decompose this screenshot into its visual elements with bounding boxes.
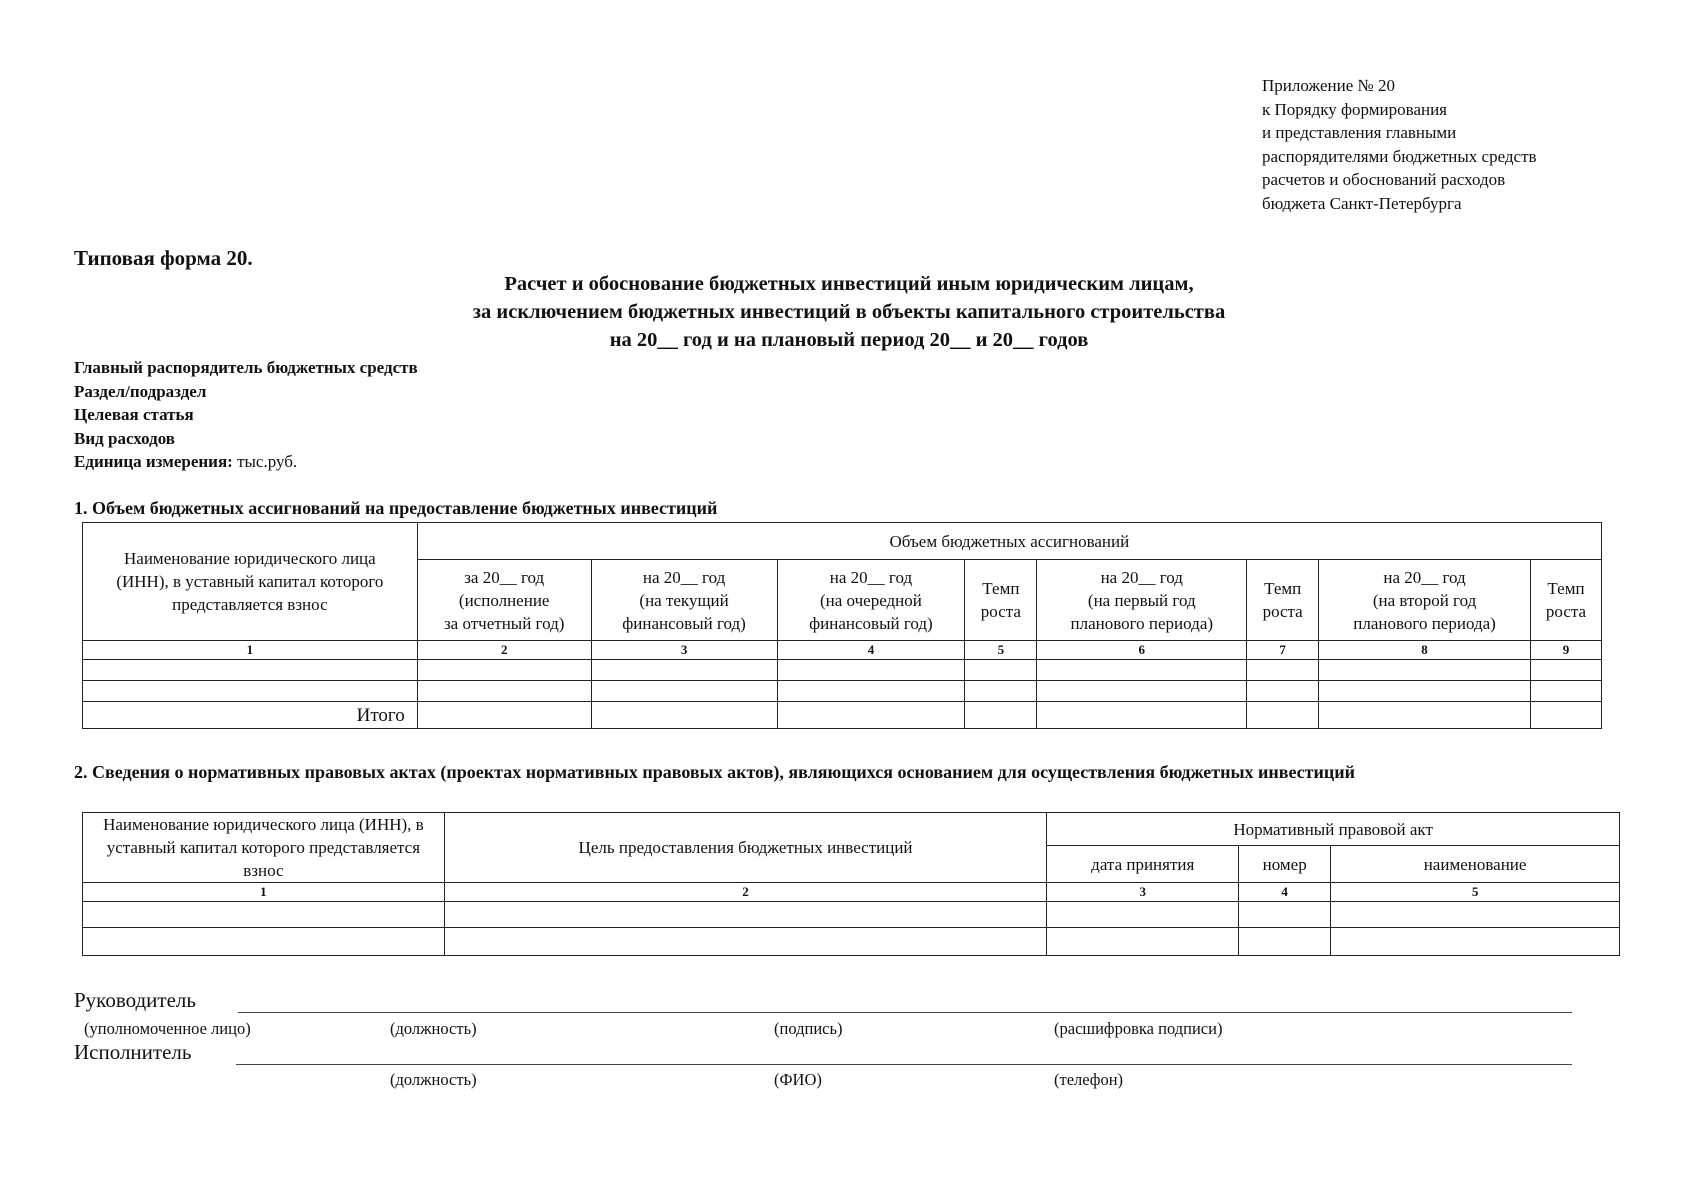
executor-caption-name: (ФИО) — [774, 1070, 822, 1089]
expense-type-label: Вид расходов — [74, 428, 175, 448]
section-label: Раздел/подраздел — [74, 381, 207, 401]
header-col-plan-year-2: на 20__ год (на второй год планового периода) — [1319, 560, 1531, 641]
appendix-line: к Порядку формирования — [1262, 99, 1447, 119]
title-line: на 20__ год и на плановый период 20__ и 20__ годов — [609, 329, 1089, 351]
header-col-next-year: на 20__ год (на очередной финансовый год) — [777, 560, 965, 641]
col-number: 9 — [1530, 641, 1601, 660]
legal-acts-table — [82, 812, 1620, 956]
header-act-name: наименование — [1331, 846, 1620, 883]
table-row — [83, 660, 1602, 681]
head-caption-position: (должность) — [390, 1019, 477, 1038]
header-adoption-date: дата принятия — [1047, 846, 1239, 883]
col-number: 4 — [777, 641, 965, 660]
col-number: 2 — [417, 641, 591, 660]
document-title — [0, 270, 1698, 354]
header-col-plan-year-1: на 20__ год (на первый год планового периода) — [1037, 560, 1247, 641]
header-col-current-year: на 20__ год (на текущий финансовый год) — [591, 560, 777, 641]
total-row — [83, 702, 1602, 729]
appendix-line: расчетов и обоснований расходов — [1262, 170, 1506, 189]
header-legal-entity: Наименование юридического лица (ИНН), в уставный капитал которого представляется взнос — [83, 523, 418, 641]
col-number: 3 — [1047, 883, 1239, 902]
header-col-growth-1: Темп роста — [965, 560, 1037, 641]
table-row — [83, 681, 1602, 702]
header-col-growth-2: Темп роста — [1247, 560, 1319, 641]
col-number: 7 — [1247, 641, 1319, 660]
head-caption-authorized: (уполномоченное лицо) — [84, 1019, 251, 1038]
section1-title: 1. Объем бюджетных ассигнований на предоставление бюджетных инвестиций — [74, 498, 718, 518]
table-row — [83, 928, 1620, 956]
unit-value: тыс.руб. — [237, 452, 298, 471]
appendix-line: бюджета Санкт-Петербурга — [1262, 193, 1462, 213]
header-col-reported-year: за 20__ год (исполнение за отчетный год) — [417, 560, 591, 641]
executor-caption-position: (должность) — [390, 1070, 477, 1089]
appendix-line: Приложение № 20 — [1262, 76, 1395, 95]
col-number: 1 — [83, 883, 445, 902]
col-number: 5 — [965, 641, 1037, 660]
appendix-note — [1262, 74, 1537, 215]
head-caption-signature-decode: (расшифровка подписи) — [1054, 1019, 1223, 1038]
total-label: Итого — [83, 702, 418, 729]
col-number: 8 — [1319, 641, 1531, 660]
executor-caption-phone: (телефон) — [1054, 1070, 1124, 1089]
header-col-growth-3: Темп роста — [1530, 560, 1601, 641]
col-number: 2 — [444, 883, 1047, 902]
form-meta — [74, 356, 418, 474]
header-legal-act: Нормативный правовой акт — [1047, 813, 1620, 846]
executor-label: Исполнитель — [74, 1040, 192, 1064]
header-investment-goal: Цель предоставления бюджетных инвестиций — [444, 813, 1047, 883]
col-number: 6 — [1037, 641, 1247, 660]
col-number: 1 — [83, 641, 418, 660]
header-act-number: номер — [1239, 846, 1331, 883]
column-numbers-row — [83, 641, 1602, 660]
header-allocation-volume: Объем бюджетных ассигнований — [417, 523, 1601, 560]
target-article-label: Целевая статья — [74, 405, 194, 424]
form-label: Типовая форма 20. — [74, 246, 253, 270]
budget-allocation-table — [82, 522, 1602, 729]
col-number: 4 — [1239, 883, 1331, 902]
title-line: Расчет и обоснование бюджетных инвестиций иным юридическим лицам, — [504, 273, 1194, 295]
head-signature-line[interactable] — [238, 1012, 1572, 1013]
column-numbers-row — [83, 883, 1620, 902]
head-label: Руководитель — [74, 988, 196, 1012]
col-number: 3 — [591, 641, 777, 660]
head-caption-signature: (подпись) — [774, 1019, 843, 1038]
section2-title: 2. Сведения о нормативных правовых актах (проектах нормативных правовых актов), являющихся основанием для осуществления бюджетных инвестиций — [74, 762, 1355, 782]
appendix-line: и представления главными — [1262, 123, 1457, 142]
table-row — [83, 902, 1620, 928]
main-manager-label: Главный распорядитель бюджетных средств — [74, 358, 418, 377]
unit-label: Единица измерения: — [74, 452, 233, 471]
appendix-line: распорядителями бюджетных средств — [1262, 146, 1537, 166]
title-line: за исключением бюджетных инвестиций в объекты капитального строительства — [472, 301, 1226, 323]
col-number: 5 — [1331, 883, 1620, 902]
executor-signature-line[interactable] — [236, 1064, 1572, 1065]
header-legal-entity: Наименование юридического лица (ИНН), в уставный капитал которого представляется взнос — [83, 813, 445, 883]
